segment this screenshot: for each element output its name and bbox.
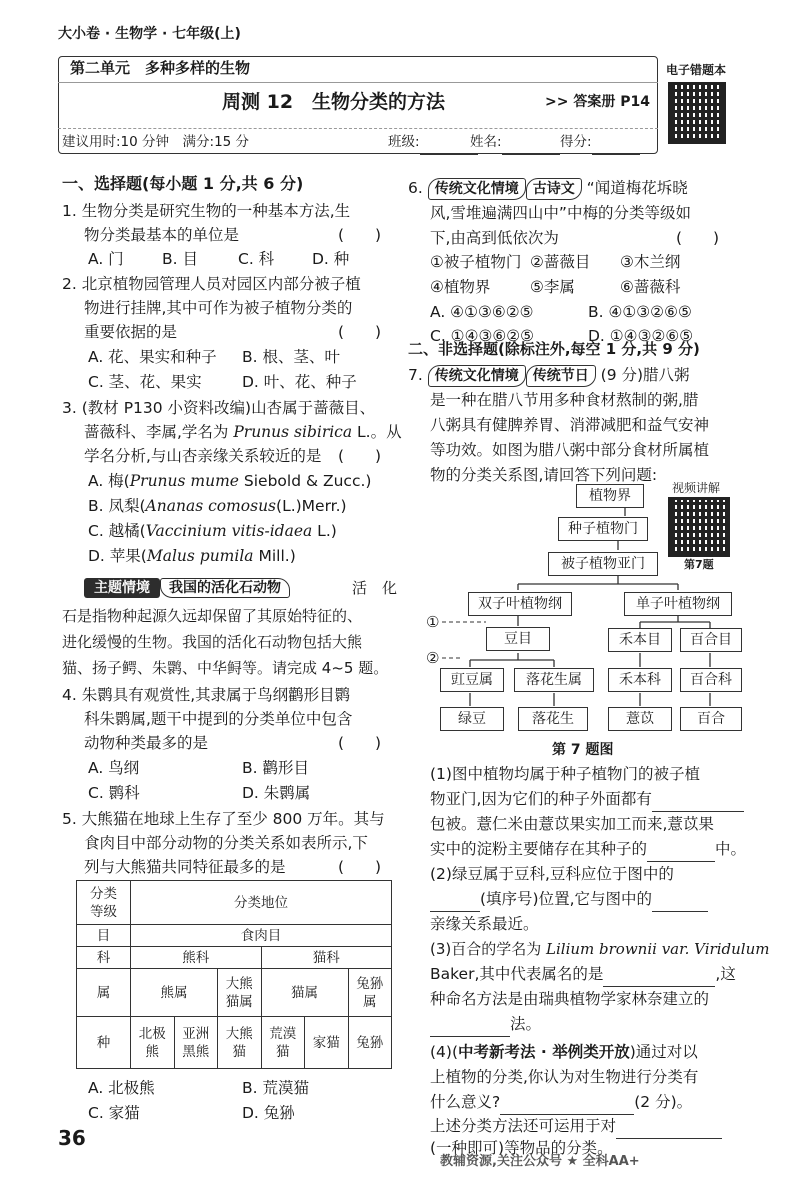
q3-line: 蔷薇科、李属,学名为 Prunus sibirica L.。从 bbox=[84, 423, 402, 441]
meta-divider bbox=[58, 128, 658, 129]
q1-option-a: A. 门 bbox=[88, 250, 124, 268]
q2-line: 物进行挂牌,其中可作为被子植物分类的 bbox=[84, 299, 353, 317]
q6-line: 风,雪堆遍满四山中”中梅的分类等级如 bbox=[430, 204, 691, 222]
node-dicot-class: 双子叶植物纲 bbox=[468, 592, 572, 616]
q3-option-b: B. 凤梨(Ananas comosus(L.)Merr.) bbox=[88, 497, 347, 515]
table-cell: 兔狲 属 bbox=[348, 969, 392, 1017]
table-cell: 荒漠 猫 bbox=[261, 1017, 305, 1069]
page-title: 周测 12 生物分类的方法 bbox=[222, 91, 446, 113]
q1-answer-paren[interactable]: ( ) bbox=[338, 226, 382, 244]
name-label: 姓名: bbox=[470, 130, 560, 155]
q4-answer-paren[interactable]: ( ) bbox=[338, 734, 382, 752]
q7-part4: 上植物的分类,你认为对生物进行分类有 bbox=[430, 1068, 699, 1086]
table-cell: 熊科 bbox=[131, 947, 262, 969]
q7-tag-culture: 传统文化情境 bbox=[428, 365, 526, 387]
q5-option-d: D. 兔狲 bbox=[242, 1104, 295, 1122]
q4-line: 动物种类最多的是 bbox=[84, 734, 209, 752]
blank-input[interactable] bbox=[616, 1119, 722, 1139]
q7-part4: (4)(中考新考法 · 举例类开放)通过对以 bbox=[430, 1043, 698, 1061]
q6-item: ⑥蔷薇科 bbox=[620, 278, 681, 296]
blank-input[interactable] bbox=[652, 892, 708, 912]
q7-part4: (一种即可)等物品的分类。 bbox=[430, 1139, 613, 1157]
table-cell: 家猫 bbox=[305, 1017, 349, 1069]
q3-option-a: A. 梅(Prunus mume Siebold & Zucc.) bbox=[88, 472, 372, 490]
node-bean-order: 豆目 bbox=[486, 627, 550, 651]
q7-part1: 物亚门,因为它们的种子外面都有 bbox=[430, 787, 744, 812]
node-peanut: 落花生 bbox=[518, 707, 588, 731]
q7-line: 是一种在腊八节用多种食材熬制的粥,腊 bbox=[430, 391, 699, 409]
q5-option-b: B. 荒漠猫 bbox=[242, 1079, 309, 1097]
node-subphylum: 被子植物亚门 bbox=[548, 552, 658, 576]
node-lily-order: 百合目 bbox=[680, 628, 742, 652]
q6-option-b: B. ④①③②⑥⑤ bbox=[588, 303, 692, 321]
q7-part3: 种命名方法是由瑞典植物学家林奈建立的 bbox=[430, 990, 710, 1008]
node-phylum: 种子植物门 bbox=[558, 517, 648, 541]
q6-item: ⑤李属 bbox=[530, 278, 575, 296]
figure-caption: 第 7 题图 bbox=[552, 742, 614, 758]
table-cell: 大熊 猫属 bbox=[218, 969, 262, 1017]
table-cell: 熊属 bbox=[131, 969, 218, 1017]
theme-banner bbox=[84, 576, 290, 598]
q7-part1: 包被。薏仁米由薏苡果实加工而来,薏苡果 bbox=[430, 815, 714, 833]
error-book-label: 电子错题本 bbox=[666, 63, 727, 77]
q1-line: 1. 生物分类是研究生物的一种基本方法,生 bbox=[62, 202, 351, 220]
table-cell: 北极 熊 bbox=[131, 1017, 175, 1069]
node-monocot-class: 单子叶植物纲 bbox=[624, 592, 732, 616]
unit-label: 第二单元 多种多样的生物 bbox=[70, 59, 251, 77]
q6-tag-culture: 传统文化情境 bbox=[428, 178, 526, 200]
q4-line: 4. 朱鹮具有观赏性,其隶属于鸟纲鹳形目鹮 bbox=[62, 686, 351, 704]
blank-input[interactable] bbox=[652, 792, 744, 812]
node-kingdom: 植物界 bbox=[576, 484, 644, 508]
table-header-position: 分类地位 bbox=[131, 881, 392, 925]
video-label: 视频讲解 bbox=[672, 481, 721, 495]
q3-option-d: D. 苹果(Malus pumila Mill.) bbox=[88, 547, 296, 565]
q2-option-b: B. 根、茎、叶 bbox=[242, 348, 340, 366]
node-lily: 百合 bbox=[680, 707, 742, 731]
theme-text: 进化缓慢的生物。我国的活化石动物包括大熊 bbox=[62, 633, 363, 651]
class-label: 班级: bbox=[388, 130, 478, 155]
q4-option-b: B. 鹳形目 bbox=[242, 759, 309, 777]
q3-line: 3. (教材 P130 小资料改编)山杏属于蔷薇目、 bbox=[62, 399, 376, 417]
blank-marker-2: ② bbox=[426, 649, 440, 667]
q6-option-a: A. ④①③⑥②⑤ bbox=[430, 303, 534, 321]
q6-first-line: 6. 传统文化情境 古诗文 “闻道梅花坼晓 bbox=[408, 176, 688, 201]
q7-part3: (3)百合的学名为 Lilium brownii var. Viridulum bbox=[430, 940, 770, 958]
header-divider bbox=[58, 82, 658, 83]
q4-option-a: A. 鸟纲 bbox=[88, 759, 140, 777]
q1-option-c: C. 科 bbox=[238, 250, 275, 268]
q7-line: 物的分类关系图,请回答下列问题: bbox=[430, 466, 658, 484]
q5-option-a: A. 北极熊 bbox=[88, 1079, 155, 1097]
q4-option-d: D. 朱鹮属 bbox=[242, 784, 311, 802]
q2-line: 2. 北京植物园管理人员对园区内部分被子植 bbox=[62, 275, 361, 293]
table-label-species: 种 bbox=[77, 1017, 131, 1069]
table-header-rank: 分类 等级 bbox=[77, 881, 131, 925]
score-label: 得分: bbox=[560, 130, 640, 155]
node-lily-family: 百合科 bbox=[680, 668, 742, 692]
q6-answer-paren[interactable]: ( ) bbox=[676, 229, 720, 247]
q7-part1: 实中的淀粉主要储存在其种子的 中。 bbox=[430, 837, 746, 862]
q5-option-c: C. 家猫 bbox=[88, 1104, 140, 1122]
classification-table bbox=[76, 880, 392, 1069]
node-grass-family: 禾本科 bbox=[608, 668, 672, 692]
q1-option-d: D. 种 bbox=[312, 250, 350, 268]
q6-item: ③木兰纲 bbox=[620, 253, 681, 271]
q6-option-c: C. ①④③⑥②⑤ bbox=[430, 327, 535, 345]
q6-item: ①被子植物门 bbox=[430, 253, 522, 271]
node-grass-order: 禾本目 bbox=[608, 628, 672, 652]
q2-option-d: D. 叶、花、种子 bbox=[242, 373, 357, 391]
q7-part4: 上述分类方法还可运用于对 bbox=[430, 1114, 722, 1139]
q4-option-c: C. 鹮科 bbox=[88, 784, 140, 802]
blank-input[interactable] bbox=[430, 1017, 510, 1037]
node-coix: 薏苡 bbox=[608, 707, 672, 731]
q6-tag-poem: 古诗文 bbox=[526, 178, 582, 200]
q5-line: 列与大熊猫共同特征最多的是 bbox=[84, 858, 286, 876]
theme-label: 主题情境 bbox=[84, 578, 160, 598]
q5-line: 5. 大熊猫在地球上生存了至少 800 万年。其与 bbox=[62, 810, 385, 828]
series-title: 大小卷 · 生物学 · 七年级(上) bbox=[58, 26, 241, 42]
q2-option-c: C. 茎、花、果实 bbox=[88, 373, 202, 391]
theme-text: 石是指物种起源久远却保留了其原始特征的、 bbox=[62, 607, 363, 625]
video-question-label: 第7题 bbox=[684, 558, 714, 571]
q7-line: 八粥具有健脾养胃、消滞减肥和益气安神 bbox=[430, 416, 710, 434]
q3-answer-paren[interactable]: ( ) bbox=[338, 447, 382, 465]
blank-input[interactable] bbox=[500, 1095, 634, 1115]
q2-answer-paren[interactable]: ( ) bbox=[338, 323, 382, 341]
q2-option-a: A. 花、果实和种子 bbox=[88, 348, 217, 366]
q7-part4: 什么意义? (2 分)。 bbox=[430, 1090, 692, 1115]
node-mung-bean: 绿豆 bbox=[440, 707, 504, 731]
table-cell: 食肉目 bbox=[131, 925, 392, 947]
promo-text: 教辅资源,关注公众号 ★ 全科AA+ bbox=[440, 1154, 640, 1169]
table-label-family: 科 bbox=[77, 947, 131, 969]
theme-subtitle: 我国的活化石动物 bbox=[160, 578, 290, 598]
q7-part1: (1)图中植物均属于种子植物门的被子植 bbox=[430, 765, 700, 783]
q1-line: 物分类最基本的单位是 bbox=[84, 226, 240, 244]
table-cell: 大熊 猫 bbox=[218, 1017, 262, 1069]
blank-input[interactable] bbox=[647, 842, 715, 862]
theme-text: 活 化 bbox=[352, 579, 398, 597]
blank-input[interactable] bbox=[603, 967, 715, 987]
blank-input[interactable] bbox=[430, 892, 480, 912]
q6-item: ④植物界 bbox=[430, 278, 491, 296]
node-cowpea-genus: 豇豆属 bbox=[440, 668, 504, 692]
q7-tag-festival: 传统节日 bbox=[526, 365, 596, 387]
q3-line: 学名分析,与山杏亲缘关系较近的是 bbox=[84, 447, 322, 465]
q6-option-d: D. ①④③②⑥⑤ bbox=[588, 327, 694, 345]
table-cell: 猫科 bbox=[261, 947, 392, 969]
q7-part3: Baker,其中代表属名的是 ,这 bbox=[430, 962, 736, 987]
q7-part2: (2)绿豆属于豆科,豆科应位于图中的 bbox=[430, 865, 674, 883]
q7-part2: 亲缘关系最近。 bbox=[430, 915, 539, 933]
theme-text: 猫、扬子鳄、朱鹮、中华鲟等。请完成 4~5 题。 bbox=[62, 659, 389, 677]
q7-first-line: 7. 传统文化情境 传统节日 (9 分)腊八粥 bbox=[408, 363, 690, 388]
q3-option-c: C. 越橘(Vaccinium vitis-idaea L.) bbox=[88, 522, 337, 540]
q5-line: 食肉目中部分动物的分类关系如表所示,下 bbox=[84, 834, 368, 852]
table-cell: 兔狲 bbox=[348, 1017, 392, 1069]
q1-option-b: B. 目 bbox=[162, 250, 198, 268]
q6-line: 下,由高到低依次为 bbox=[430, 229, 559, 247]
q7-line: 等功效。如图为腊八粥中部分食材所属植 bbox=[430, 441, 710, 459]
table-cell: 亚洲 黑熊 bbox=[174, 1017, 218, 1069]
table-cell: 猫属 bbox=[261, 969, 348, 1017]
q4-line: 科朱鹮属,题干中提到的分类单位中包含 bbox=[84, 710, 353, 728]
q7-part2: (填序号)位置,它与图中的 bbox=[430, 887, 708, 912]
q5-answer-paren[interactable]: ( ) bbox=[338, 858, 382, 876]
table-label-genus: 属 bbox=[77, 969, 131, 1017]
section1-title: 一、选择题(每小题 1 分,共 6 分) bbox=[62, 174, 304, 193]
q6-item: ②蔷薇目 bbox=[530, 253, 591, 271]
time-score: 建议用时:10 分钟 满分:15 分 bbox=[62, 134, 250, 150]
node-peanut-genus: 落花生属 bbox=[514, 668, 594, 692]
q2-line: 重要依据的是 bbox=[84, 323, 178, 341]
q7-part3: 法。 bbox=[430, 1012, 541, 1037]
page-number: 36 bbox=[58, 1126, 86, 1150]
answer-reference: >> 答案册 P14 bbox=[545, 94, 650, 110]
section2-title: 二、非选择题(除标注外,每空 1 分,共 9 分) bbox=[408, 340, 700, 358]
table-label-order: 目 bbox=[77, 925, 131, 947]
blank-marker-1: ① bbox=[426, 613, 440, 631]
error-book-qr-icon[interactable] bbox=[668, 82, 726, 144]
